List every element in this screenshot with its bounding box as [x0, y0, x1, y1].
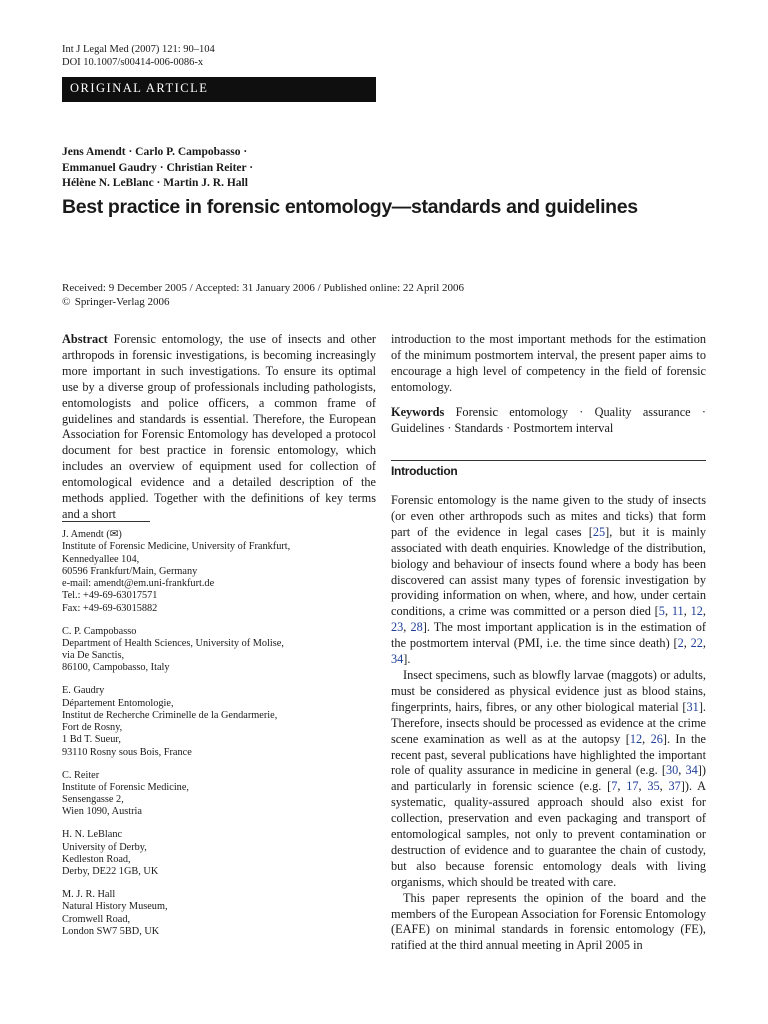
- affiliation-line: via De Sanctis,: [62, 650, 125, 662]
- body-paragraph: [391, 891, 706, 955]
- citation-link[interactable]: 22: [690, 636, 703, 651]
- citation-link[interactable]: 34: [391, 652, 404, 667]
- body-text: This paper represents the opinion of the board and the members of the European Association for Forensic Entomology (EAFE) on minimal standards in forensic entomology (FE), ratified at the third annual meeting in April 2005 in: [391, 890, 706, 953]
- keywords-label: Keywords: [391, 405, 445, 419]
- article-type-label: ORIGINAL ARTICLE: [70, 81, 209, 95]
- journal-citation: Int J Legal Med (2007) 121: 90–104: [62, 44, 215, 55]
- affiliation-line: Cromwell Road,: [62, 913, 131, 925]
- abstract: [62, 332, 376, 523]
- affiliation-block: [62, 770, 376, 819]
- body-text: Forensic entomology is the name given to the study of insects (or even other arthropods such as mites and ticks) that form part of the evidence in legal cases [: [391, 493, 706, 539]
- body-text: ]. The most important application is in the estimation of the postmortem interval (PMI, i.e. the time since death) [: [391, 620, 706, 651]
- citation-link[interactable]: 25: [592, 524, 606, 539]
- abstract-continued: introduction to the most important methods for the estimation of the minimum postmortem interval, the present paper aims to encourage a high level of competency in the field of forensic entomology.: [391, 332, 706, 394]
- affiliation-line: C. Reiter: [62, 769, 100, 781]
- affiliation-line: 60596 Frankfurt/Main, Germany: [62, 565, 198, 577]
- abstract-text: Forensic entomology, the use of insects and other arthropods in forensic investigations, is becoming increasingly more important in such investigations. To ensure its optimal use by a diverse group of professionals including pathologists, entomologists and police officers, a common frame of guidelines and standards is essential. Therefore, the European Association for Forensic Entomology has developed a protocol document for best practice in forensic entomology, which includes an overview of equipment used for collection of entomological evidence and a detailed description of the methods applied. Together with the definitions of key terms and a short: [62, 332, 376, 521]
- affiliation-line: Sensengasse 2,: [62, 794, 124, 806]
- affiliation-line: London SW7 5BD, UK: [62, 925, 160, 937]
- body-text: ,: [664, 604, 672, 619]
- body-text: ,: [702, 604, 706, 619]
- body-text: ]. In the recent past, several publications have highlighted the important role of quality assurance in medicine in general (e.g. [: [391, 731, 707, 778]
- citation-link[interactable]: 12: [629, 731, 643, 746]
- affiliation-line: M. J. R. Hall: [62, 888, 116, 900]
- citation-link[interactable]: 26: [650, 731, 663, 746]
- author-line: Hélène N. LeBlanc · Martin J. R. Hall: [62, 177, 248, 189]
- copyright-holder: Springer-Verlag 2006: [74, 295, 170, 308]
- citation-link[interactable]: 37: [668, 779, 681, 794]
- affiliation-line: 93110 Rosny sous Bois, France: [62, 746, 192, 758]
- affiliation-line: Institute of Forensic Medicine,: [62, 781, 189, 793]
- copyright-symbol: ©: [62, 295, 71, 308]
- affiliation-line: Tel.: +49-69-63017571: [62, 590, 158, 602]
- affiliation-line: 86100, Campobasso, Italy: [62, 662, 170, 674]
- affiliation-line: Wien 1090, Austria: [62, 806, 142, 818]
- doi: DOI 10.1007/s00414-006-0086-x: [62, 57, 204, 68]
- citation-link[interactable]: 7: [611, 779, 618, 794]
- section-heading-introduction: Introduction: [391, 464, 458, 478]
- affiliation-line: C. P. Campobasso: [62, 625, 137, 637]
- body-text: Insect specimens, such as blowfly larvae (maggots) or adults, must be considered as physical evidence just as blood stains, fingerprints, hairs, fibres, or any other biological material [: [391, 667, 706, 714]
- body-text: ,: [638, 779, 648, 794]
- citation-link[interactable]: 2: [677, 636, 684, 651]
- body-text: ,: [659, 779, 669, 794]
- affiliation-line: E. Gaudry: [62, 685, 105, 697]
- publication-dates: [62, 282, 464, 309]
- affiliation-line: Natural History Museum,: [62, 901, 168, 913]
- body-text: ,: [403, 620, 411, 635]
- affiliation-line: e-mail: amendt@em.uni-frankfurt.de: [62, 578, 215, 590]
- affiliation-line: 1 Bd T. Sueur,: [62, 734, 121, 746]
- affiliation-line: Kennedyallee 104,: [62, 553, 140, 565]
- keywords-text: Forensic entomology · Quality assurance · Guidelines · Standards · Postmortem interval: [391, 405, 706, 435]
- affiliation-block: [62, 685, 376, 759]
- citation-link[interactable]: 23: [391, 620, 404, 635]
- body-text: ,: [678, 763, 686, 778]
- affiliation-line: J. Amendt (✉): [62, 529, 122, 540]
- affiliation-block: [62, 889, 376, 938]
- affiliation-line: Fort de Rosny,: [62, 722, 123, 734]
- affiliation-line: H. N. LeBlanc: [62, 829, 123, 841]
- affiliation-line: Département Entomologie,: [62, 697, 174, 709]
- body-paragraph: [391, 668, 706, 891]
- body-text: ,: [683, 636, 691, 651]
- body-text: ].: [403, 652, 411, 667]
- affiliation-line: Institute of Forensic Medicine, University of Frankfurt,: [62, 541, 291, 553]
- affiliation-line: University of Derby,: [62, 841, 147, 853]
- body-text: ,: [683, 604, 691, 619]
- body-text: ,: [617, 779, 627, 794]
- citation-link[interactable]: 34: [685, 763, 698, 778]
- body-paragraph: [391, 493, 706, 668]
- affiliation-block: [62, 626, 376, 675]
- citation-link[interactable]: 5: [658, 604, 665, 619]
- affiliation-block: [62, 829, 376, 878]
- affiliation-line: Fax: +49-69-63015882: [62, 602, 158, 614]
- author-line: Emmanuel Gaudry · Christian Reiter ·: [62, 161, 254, 174]
- affiliation-line: Kedleston Road,: [62, 853, 131, 865]
- affiliations: [62, 529, 376, 949]
- affiliation-line: Department of Health Sciences, University of Molise,: [62, 637, 284, 649]
- affiliation-line: Derby, DE22 1GB, UK: [62, 866, 159, 878]
- body-text: ,: [642, 731, 651, 746]
- abstract-label: Abstract: [62, 332, 108, 346]
- citation-link[interactable]: 17: [626, 779, 639, 794]
- section-divider: [391, 460, 706, 461]
- keywords: [391, 405, 706, 437]
- article-type-banner: [62, 77, 376, 102]
- citation-link[interactable]: 28: [410, 620, 423, 635]
- introduction-body: [391, 493, 706, 954]
- body-text: ]) and particularly in forensic science (e.g. [: [391, 763, 706, 794]
- author-list: [62, 145, 253, 192]
- citation-link[interactable]: 11: [671, 604, 684, 619]
- citation-link[interactable]: 12: [690, 604, 703, 619]
- body-text: ,: [702, 636, 706, 651]
- affiliation-block: [62, 529, 376, 615]
- citation-link[interactable]: 31: [686, 699, 699, 714]
- body-text: ], but it is mainly associated with death enquiries. Knowledge of the distribution, biology and behaviour of insects found where a body has been discovered can assist many types of forensic investigation by providing information on when, where, and how, under certain conditions, a crime was committed or a person died [: [391, 524, 706, 619]
- copyright-line: [62, 296, 464, 310]
- affiliation-line: Institut de Recherche Criminelle de la Gendarmerie,: [62, 709, 278, 721]
- footnote-divider: [62, 521, 150, 522]
- author-line: Jens Amendt · Carlo P. Campobasso ·: [62, 146, 248, 158]
- journal-header: [62, 43, 215, 69]
- citation-link[interactable]: 30: [665, 763, 679, 778]
- citation-link[interactable]: 35: [647, 779, 660, 794]
- body-text: ]). A systematic, quality-assured approach should also exist for collection, preservation and even packaging and transport of entomological samples, not only to prevent contamination or destruction of evidence and to guarantee the chain of custody, but also because forensic entomology deals with living organisms, which should be treated with care.: [391, 779, 706, 889]
- dates-line: Received: 9 December 2005 / Accepted: 31 January 2006 / Published online: 22 April 2006: [62, 282, 465, 294]
- article-title: Best practice in forensic entomology—standards and guidelines: [62, 196, 638, 218]
- body-text: ]. Therefore, insects should be processed as evidence at the crime scene examination as well as at the autopsy [: [391, 699, 706, 746]
